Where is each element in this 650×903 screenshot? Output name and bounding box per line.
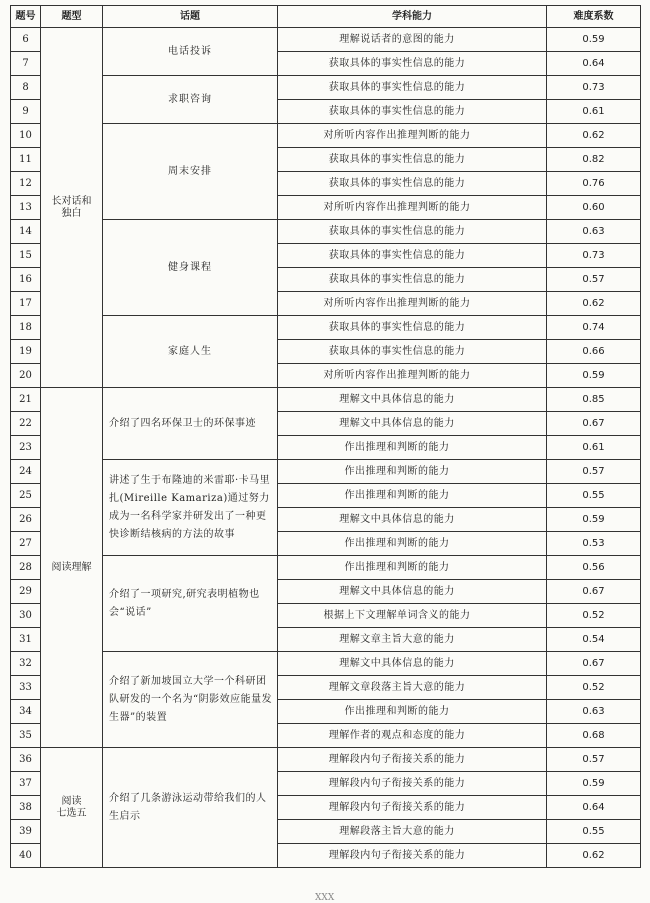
question-number: 10: [11, 124, 41, 148]
table-row: [11, 220, 641, 244]
question-type: 阅读 七选五: [41, 748, 103, 868]
question-number: 39: [11, 820, 41, 844]
question-number: 22: [11, 412, 41, 436]
table-row: [11, 28, 641, 52]
difficulty-coefficient: 0.63: [547, 700, 641, 724]
question-number: 17: [11, 292, 41, 316]
question-number: 32: [11, 652, 41, 676]
subject-ability: 获取具体的事实性信息的能力: [278, 316, 547, 340]
difficulty-coefficient: 0.63: [547, 220, 641, 244]
subject-ability: 对所听内容作出推理判断的能力: [278, 364, 547, 388]
question-number: 36: [11, 748, 41, 772]
question-number: 26: [11, 508, 41, 532]
topic-cell: 介绍了新加坡国立大学一个科研团队研发的一个名为“阴影效应能量发生器”的装置: [103, 652, 278, 748]
question-number: 23: [11, 436, 41, 460]
subject-ability: 对所听内容作出推理判断的能力: [278, 124, 547, 148]
difficulty-coefficient: 0.57: [547, 268, 641, 292]
topic-cell: 电话投诉: [103, 28, 278, 76]
subject-ability: 获取具体的事实性信息的能力: [278, 52, 547, 76]
difficulty-coefficient: 0.73: [547, 244, 641, 268]
difficulty-coefficient: 0.55: [547, 484, 641, 508]
question-number: 40: [11, 844, 41, 868]
header-row: [11, 6, 641, 28]
question-number: 24: [11, 460, 41, 484]
subject-ability: 理解文章段落主旨大意的能力: [278, 676, 547, 700]
subject-ability: 根据上下文理解单词含义的能力: [278, 604, 547, 628]
subject-ability: 理解文中具体信息的能力: [278, 652, 547, 676]
subject-ability: 作出推理和判断的能力: [278, 700, 547, 724]
topic-cell: 家庭人生: [103, 316, 278, 388]
subject-ability: 理解段内句子衔接关系的能力: [278, 748, 547, 772]
question-number: 7: [11, 52, 41, 76]
topic-cell: 健身课程: [103, 220, 278, 316]
topic-cell: 讲述了生于布隆迪的米雷耶·卡马里扎(Mireille Kamariza)通过努力成为一名科学家并研发出了一种更快诊断结核病的方法的故事: [103, 460, 278, 556]
question-number: 14: [11, 220, 41, 244]
page-footer: XXX: [315, 893, 335, 903]
difficulty-coefficient: 0.82: [547, 148, 641, 172]
difficulty-coefficient: 0.85: [547, 388, 641, 412]
difficulty-coefficient: 0.57: [547, 748, 641, 772]
topic-cell: 介绍了一项研究,研究表明植物也会“说话”: [103, 556, 278, 652]
subject-ability: 获取具体的事实性信息的能力: [278, 244, 547, 268]
question-number: 12: [11, 172, 41, 196]
subject-ability: 理解作者的观点和态度的能力: [278, 724, 547, 748]
difficulty-coefficient: 0.61: [547, 436, 641, 460]
subject-ability: 理解文中具体信息的能力: [278, 580, 547, 604]
header-type: 题型: [41, 6, 103, 28]
table-row: [11, 388, 641, 412]
difficulty-coefficient: 0.53: [547, 532, 641, 556]
subject-ability: 获取具体的事实性信息的能力: [278, 100, 547, 124]
table-body: [11, 28, 641, 868]
question-number: 9: [11, 100, 41, 124]
table-row: [11, 460, 641, 484]
question-type: 阅读理解: [41, 388, 103, 748]
subject-ability: 作出推理和判断的能力: [278, 436, 547, 460]
question-number: 37: [11, 772, 41, 796]
difficulty-coefficient: 0.62: [547, 124, 641, 148]
question-number: 19: [11, 340, 41, 364]
question-number: 35: [11, 724, 41, 748]
difficulty-coefficient: 0.56: [547, 556, 641, 580]
difficulty-coefficient: 0.64: [547, 796, 641, 820]
difficulty-coefficient: 0.74: [547, 316, 641, 340]
subject-ability: 理解段落主旨大意的能力: [278, 820, 547, 844]
subject-ability: 作出推理和判断的能力: [278, 556, 547, 580]
difficulty-coefficient: 0.60: [547, 196, 641, 220]
subject-ability: 理解段内句子衔接关系的能力: [278, 772, 547, 796]
difficulty-coefficient: 0.76: [547, 172, 641, 196]
topic-cell: 周末安排: [103, 124, 278, 220]
subject-ability: 获取具体的事实性信息的能力: [278, 340, 547, 364]
difficulty-coefficient: 0.62: [547, 292, 641, 316]
difficulty-coefficient: 0.54: [547, 628, 641, 652]
difficulty-coefficient: 0.61: [547, 100, 641, 124]
subject-ability: 理解文中具体信息的能力: [278, 412, 547, 436]
question-number: 8: [11, 76, 41, 100]
question-number: 25: [11, 484, 41, 508]
question-number: 38: [11, 796, 41, 820]
subject-ability: 对所听内容作出推理判断的能力: [278, 196, 547, 220]
header-topic: 话题: [103, 6, 278, 28]
subject-ability: 作出推理和判断的能力: [278, 484, 547, 508]
subject-ability: 作出推理和判断的能力: [278, 460, 547, 484]
difficulty-coefficient: 0.52: [547, 604, 641, 628]
question-number: 13: [11, 196, 41, 220]
subject-ability: 作出推理和判断的能力: [278, 532, 547, 556]
table-row: [11, 76, 641, 100]
header-ability: 学科能力: [278, 6, 547, 28]
subject-ability: 理解段内句子衔接关系的能力: [278, 844, 547, 868]
header-num: 题号: [11, 6, 41, 28]
question-type: 长对话和 独白: [41, 28, 103, 388]
difficulty-coefficient: 0.73: [547, 76, 641, 100]
difficulty-coefficient: 0.57: [547, 460, 641, 484]
question-number: 6: [11, 28, 41, 52]
difficulty-coefficient: 0.67: [547, 652, 641, 676]
subject-ability: 理解段内句子衔接关系的能力: [278, 796, 547, 820]
topic-cell: 求职咨询: [103, 76, 278, 124]
difficulty-coefficient: 0.67: [547, 580, 641, 604]
question-number: 15: [11, 244, 41, 268]
question-number: 29: [11, 580, 41, 604]
question-number: 16: [11, 268, 41, 292]
topic-cell: 介绍了几条游泳运动带给我们的人生启示: [103, 748, 278, 868]
subject-ability: 获取具体的事实性信息的能力: [278, 76, 547, 100]
question-number: 34: [11, 700, 41, 724]
difficulty-coefficient: 0.64: [547, 52, 641, 76]
subject-ability: 获取具体的事实性信息的能力: [278, 268, 547, 292]
subject-ability: 理解文中具体信息的能力: [278, 388, 547, 412]
subject-ability: 对所听内容作出推理判断的能力: [278, 292, 547, 316]
subject-ability: 理解文中具体信息的能力: [278, 508, 547, 532]
difficulty-table-page: [10, 5, 640, 903]
subject-ability: 理解说话者的意图的能力: [278, 28, 547, 52]
header-coef: 难度系数: [547, 6, 641, 28]
subject-ability: 获取具体的事实性信息的能力: [278, 172, 547, 196]
difficulty-table: [10, 5, 641, 868]
difficulty-coefficient: 0.68: [547, 724, 641, 748]
difficulty-coefficient: 0.59: [547, 28, 641, 52]
subject-ability: 获取具体的事实性信息的能力: [278, 148, 547, 172]
table-row: [11, 748, 641, 772]
table-row: [11, 652, 641, 676]
difficulty-coefficient: 0.62: [547, 844, 641, 868]
subject-ability: 获取具体的事实性信息的能力: [278, 220, 547, 244]
question-number: 20: [11, 364, 41, 388]
question-number: 11: [11, 148, 41, 172]
question-number: 33: [11, 676, 41, 700]
question-number: 31: [11, 628, 41, 652]
difficulty-coefficient: 0.55: [547, 820, 641, 844]
difficulty-coefficient: 0.59: [547, 364, 641, 388]
table-row: [11, 124, 641, 148]
table-row: [11, 556, 641, 580]
difficulty-coefficient: 0.59: [547, 772, 641, 796]
difficulty-coefficient: 0.59: [547, 508, 641, 532]
subject-ability: 理解文章主旨大意的能力: [278, 628, 547, 652]
difficulty-coefficient: 0.67: [547, 412, 641, 436]
question-number: 28: [11, 556, 41, 580]
question-number: 27: [11, 532, 41, 556]
difficulty-coefficient: 0.66: [547, 340, 641, 364]
question-number: 30: [11, 604, 41, 628]
question-number: 18: [11, 316, 41, 340]
topic-cell: 介绍了四名环保卫士的环保事迹: [103, 388, 278, 460]
table-row: [11, 316, 641, 340]
question-number: 21: [11, 388, 41, 412]
difficulty-coefficient: 0.52: [547, 676, 641, 700]
